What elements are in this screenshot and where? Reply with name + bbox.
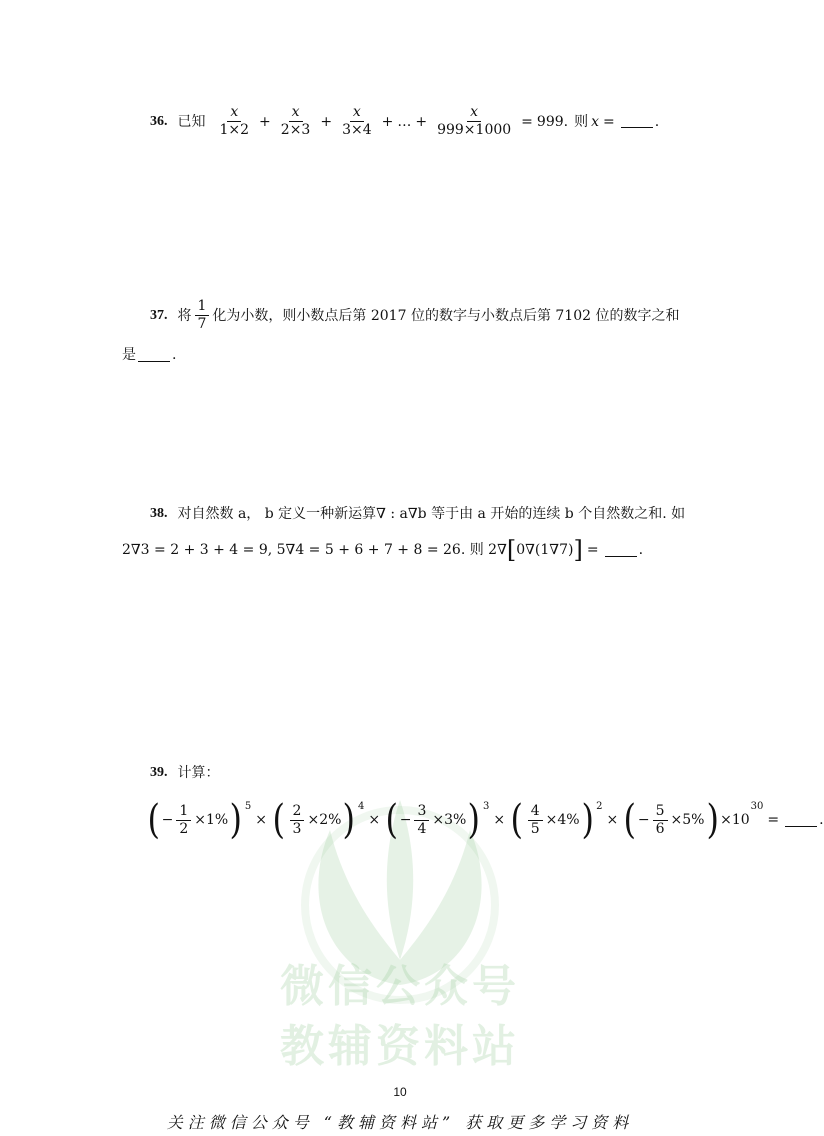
answer-blank[interactable] [138,349,170,362]
fraction: $\frac{x}{2\times 3}$ [280,104,311,138]
answer-blank[interactable] [785,814,817,827]
fraction: $\frac{2}{3}$ [290,803,305,838]
fraction: $\frac{4}{5}$ [528,803,543,838]
question-number: 38. [150,506,168,521]
fraction: $\frac{3}{4}$ [414,803,429,838]
watermark-line-1: 微信公众号 [280,961,520,1012]
question-37-line-2: 是 . [122,347,177,363]
fraction: $\frac{x}{1\times 2}$ [219,104,250,138]
page-number: 10 [393,1085,407,1099]
question-36: 36. 已知 $\frac{x}{1\times 2}$ + $\frac{x}{2\times 3}$ + $\frac{x}{3\times 4}$ + … + $\frac{x}{999\times 1000}$ = 999. 则 x = . [150,104,660,138]
fraction: $\frac{1}{2}$ [176,803,191,838]
question-intro: 已知 [177,113,206,130]
fraction: $\frac{x}{3\times 4}$ [342,104,372,138]
question-39-expression: ( − $\frac{1}{2}$ ×1% ) 5 × ( $\frac{2}{3}$ ×2% ) 4 × ( − $\frac{3}{4}$ ×3% ) 3 × ( $\frac{4}{5}$ ×4% ) 2 × ( − $\frac{5}{6}$ ×5% ) ×10 30 = . [147,797,824,843]
question-number: 39. [150,765,168,780]
answer-blank[interactable] [621,115,653,128]
question-37: 37. 将 $\frac{1}{7}$ 化为小数，则小数点后第 2017 位的数字与小数点后第 7102 位的数字之和 [150,298,680,332]
question-38-line-2: 2∇3 = 2 + 3 + 4 = 9, 5∇4 = 5 + 6 + 7 + 8 = 26. 则 2∇ [ 0∇(1∇7) ] = . [122,536,644,564]
fraction: $\frac{5}{6}$ [653,803,668,838]
fraction: $\frac{x}{999\times 1000}$ [437,104,512,138]
question-39: 39. 计算： [150,765,220,781]
footer-promo: 关注微信公众号 “教辅资料站” 获取更多学习资料 [166,1113,634,1132]
watermark-line-2: 教辅资料站 [280,1021,520,1072]
answer-blank[interactable] [605,544,637,557]
fraction: $\frac{1}{7}$ [195,298,210,333]
question-number: 37. [150,307,168,323]
question-38: 38. 对自然数 a， b 定义一种新运算∇ : a∇b 等于由 a 开始的连续 b 个自然数之和. 如 [150,506,686,522]
question-number: 36. [150,113,168,129]
